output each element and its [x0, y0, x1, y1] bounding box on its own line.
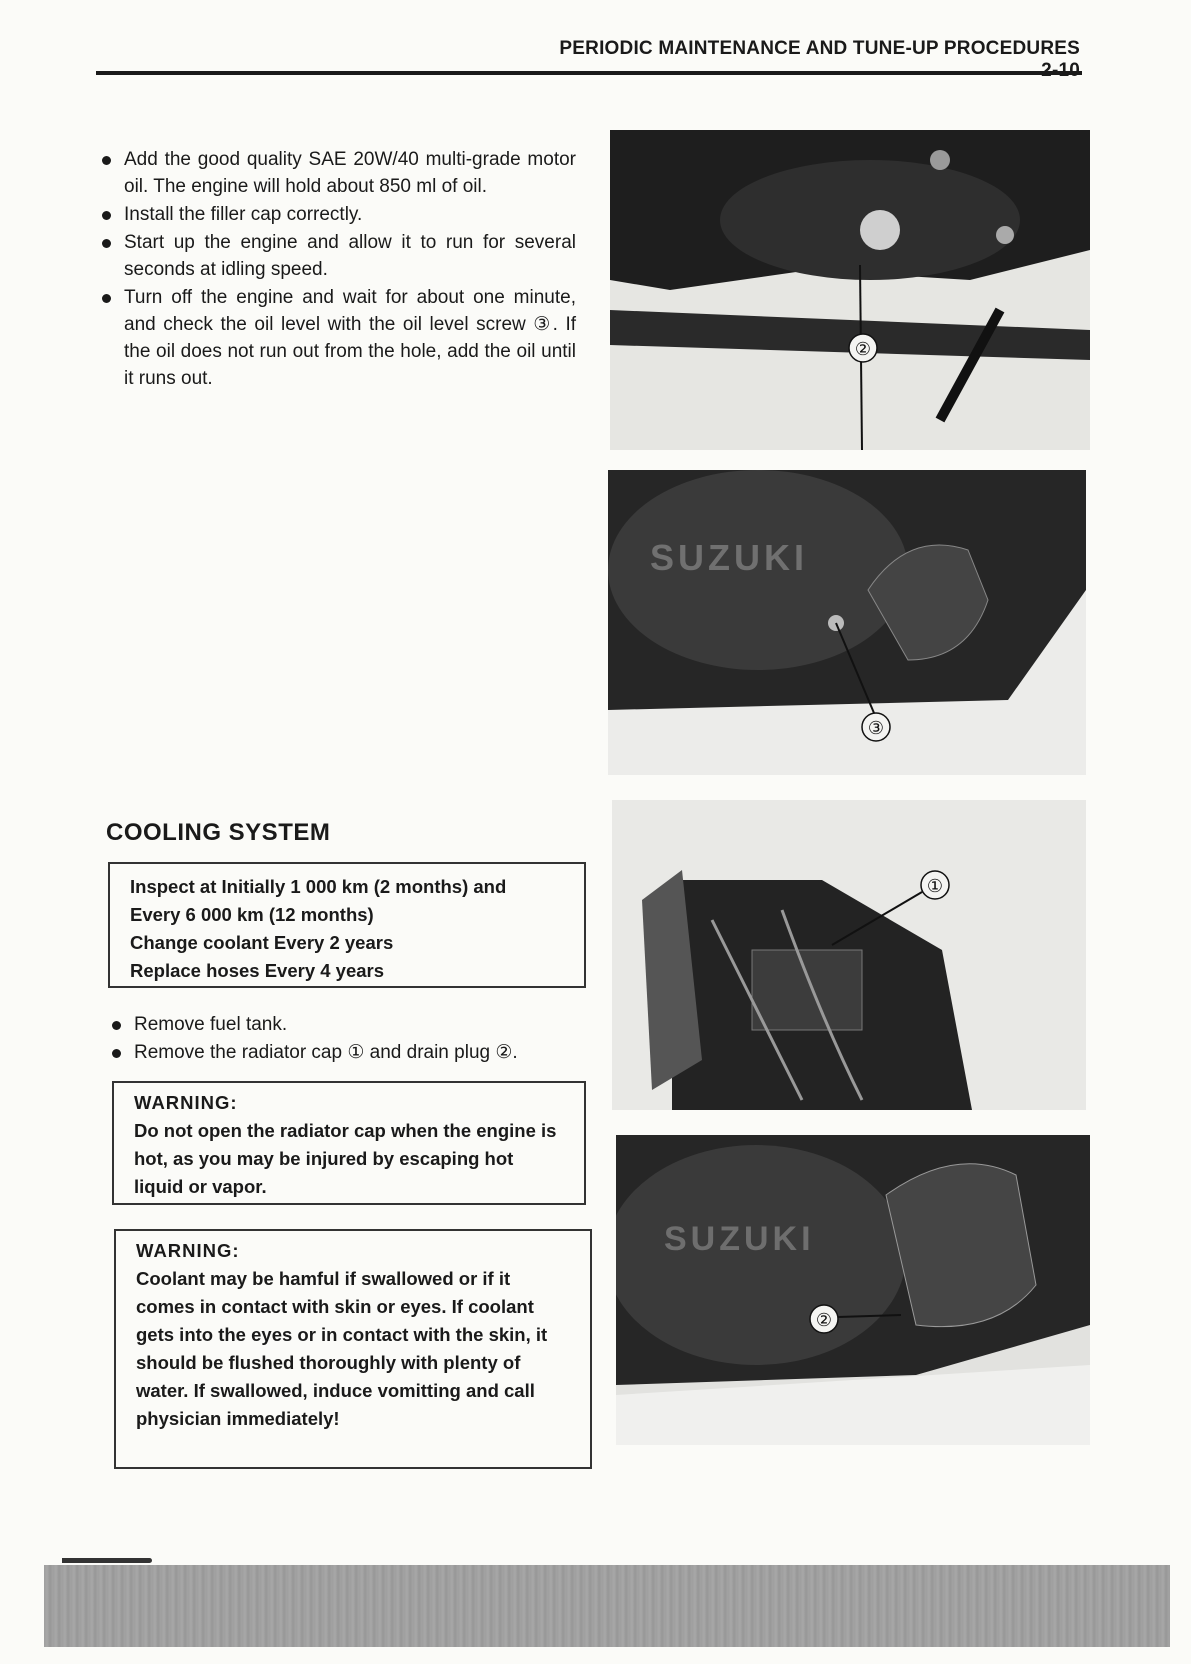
warning-box-hot-engine — [112, 1081, 586, 1205]
list-item: Install the filler cap correctly. — [98, 201, 576, 228]
warning-box-coolant — [114, 1229, 592, 1469]
photo4-callout: ② — [815, 1310, 833, 1331]
warning-text: Coolant may be hamful if swallowed or if it comes in contact with skin or eyes. If coolant gets into the eyes or in contact with the skin, it should be flushed thoroughly with plenty of water. If swallowed, induce vomitting and call physician immediately! — [136, 1268, 548, 1429]
list-item: Remove the radiator cap ① and drain plug ②. — [108, 1039, 578, 1066]
page-header: PERIODIC MAINTENANCE AND TUNE-UP PROCEDURES — [559, 38, 1080, 59]
schedule-line: Change coolant Every 2 years — [130, 932, 394, 953]
photo3-callout: ① — [926, 876, 944, 897]
warning-title: WARNING: — [134, 1092, 238, 1113]
list-item: Add the good quality SAE 20W/40 multi-grade motor oil. The engine will hold about 850 ml of oil. — [98, 146, 576, 200]
photo4-brand: SUZUKI — [664, 1220, 815, 1258]
schedule-box — [108, 862, 586, 988]
list-item: Start up the engine and allow it to run for several seconds at idling speed. — [98, 229, 576, 283]
photo-drain-plug — [616, 1135, 1090, 1445]
cooling-steps-list — [108, 1011, 578, 1067]
photo-radiator-cap-drawing — [612, 800, 1086, 1110]
photo1-callout: ② — [854, 339, 872, 360]
footer-scan-band — [44, 1565, 1170, 1647]
photo-radiator-cap — [612, 800, 1086, 1110]
photo2-brand: SUZUKI — [650, 537, 808, 578]
schedule-line: Inspect at Initially 1 000 km (2 months) and — [130, 876, 507, 897]
list-item: Remove fuel tank. — [108, 1011, 578, 1038]
photo2-callout: ③ — [867, 718, 885, 739]
schedule-line: Every 6 000 km (12 months) — [130, 904, 374, 925]
warning-title: WARNING: — [136, 1240, 240, 1261]
oil-steps-list — [98, 146, 576, 393]
photo-oil-filler-drawing — [610, 130, 1090, 450]
footer-mark — [62, 1558, 152, 1563]
photo-drain-plug-drawing — [616, 1135, 1090, 1445]
photo-oil-level-screw-drawing — [608, 470, 1086, 775]
warning-text: Do not open the radiator cap when the engine is hot, as you may be injured by escaping hot liquid or vapor. — [134, 1120, 557, 1197]
section-title: COOLING SYSTEM — [106, 819, 331, 846]
photo-oil-level-screw — [608, 470, 1086, 775]
photo-oil-filler — [610, 130, 1090, 450]
header-rule — [96, 71, 1082, 75]
schedule-line: Replace hoses Every 4 years — [130, 960, 385, 981]
list-item: Turn off the engine and wait for about one minute, and check the oil level with the oil level screw ③. If the oil does not run out from the hole, add the oil until it runs out. — [98, 284, 576, 392]
